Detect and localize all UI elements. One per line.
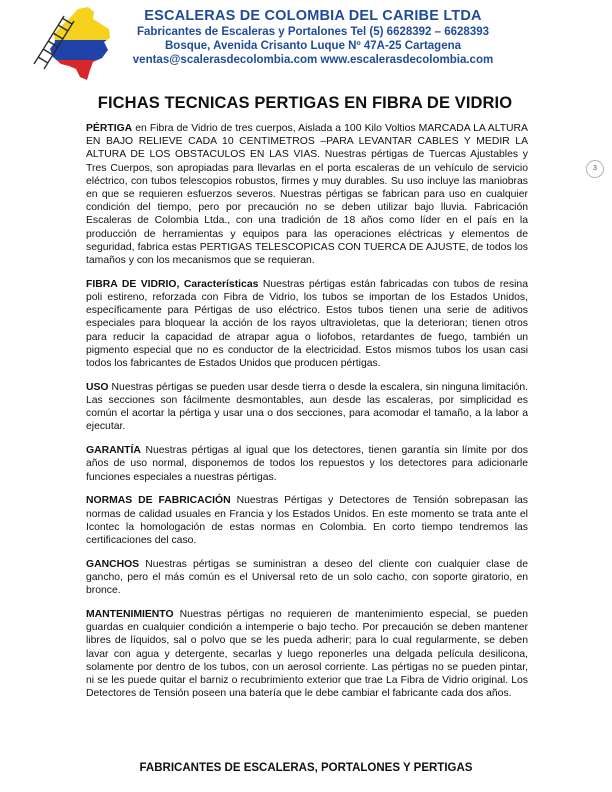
section-text: Nuestras pértigas al igual que los detectores, tienen garantía sin límite por dos años de uso normal, disponemos de todos los repuestos y los detectores para adicionarle funciones especiales a nuestras pértigas. [86,445,528,483]
section-fibra-de-vidrio [86,278,528,370]
section-text: Nuestras pértigas están fabricadas con tubos de resina poli estireno, reforzada con Fibra de Vidrio, los tubos se importan de los Estados Unidos, específicamente para Pértigas de uso eléctrico. Estos tubos tienen una serie de aditivos especiales para bloquear la acción de los rayos ultravioletas, que la deterioran; tienen otros para reducir la capacidad de atrapar agua o liofobos, retardantes de fuego, también un pigmento especial que no es conductor de la electricidad. Estos mismos tubos los usan casi todos los fabricantes de Estados Unidos que producen pértigas. [86,278,528,370]
section-text: en Fibra de Vidrio de tres cuerpos, Aislada a 100 Kilo Voltios MARCADA LA ALTURA EN BAJO RELIEVE CADA 10 CENTIMETROS –PARA LEVANTAR CABLES Y MEDIR LA ALTURA DE LOS OBSTACULOS EN LAS VIAS. Nuestras pértigas de Tuercas Ajustables y Tres Cuerpos, son apropiadas para llevarlas en el porta escaleras de un vehículo de servicio eléctrico, con tubos telescopios robustos, firmes y muy durables. Su uso incluye las maniobras en que se requieren esfuerzos severos. Nuestras pértigas se fabrican para uso en cualquier condición del tiempo, pero por precaución no se deben utilizar bajo lluvia. Fabricación Escaleras de Colombia Ltda., con una tradición de 18 años como líder en el país en la producción de herramientas y equipos para las operaciones eléctricas y elementos de seguridad, fabrica estas PERTIGAS TELESCOPICAS CON TUERCA DE AJUSTE, de todos los tamaños y con los mecanismos que se requieran. [86,123,528,267]
section-heading: GARANTÍA [86,445,141,457]
section-ganchos [86,558,528,598]
section-uso [86,381,528,434]
section-garantia [86,444,528,484]
section-mantenimiento [86,608,528,700]
section-heading: GANCHOS [86,558,140,570]
company-address: Bosque, Avenida Crisanto Luque Nº 47A-25 Cartagena [164,40,462,52]
company-subtitle: Fabricantes de Escaleras y Portalones Tel (5) 6628392 – 6628393 [136,26,490,38]
company-name: ESCALERAS DE COLOMBIA DEL CARIBE LTDA [144,8,482,24]
section-pertiga [86,122,528,267]
section-text: Nuestras pértigas no requieren de mantenimiento especial, se pueden guardas en cualquier condición a intemperie o bajo techo. Por precaución se deben mantener libres de líquidos, sal o polvo que se les pueda adherir; para lo cual regularmente, se deben lavar con agua y detergente, secarlas y luego reponerles una delgada película desilicona, solamente por dentro de los tubos, con un aerosol corriente. Las pértigas no se pueden pintar, ni se les puede quitar el barniz o recubrimiento exterior que trae La Fibra de Vidrio original. Los Detectores de Tensión poseen una batería que le debe cambiar el fabricante cada dos años. [86,609,528,700]
section-heading: PÉRTIGA [86,123,133,134]
section-heading: MANTENIMIENTO [86,609,174,621]
company-logo [30,6,112,82]
section-text: Nuestras pértigas se suministran a deseo del cliente con cualquier clase de gancho, pero el más común es el Universal reto de un solo cacho, con soporte giratorio, en bronce. [86,558,528,597]
letterhead [118,8,508,67]
section-normas [86,494,528,547]
section-heading: NORMAS DE FABRICACIÓN [86,495,231,507]
section-heading: FIBRA DE VIDRIO, Características [86,278,259,290]
section-text: Nuestras Pértigas y Detectores de Tensión sobrepasan las normas de calidad usuales en Francia y los Estados Unidos. En este momento se trata ante el Icontec la homologación de estas normas en Colombia. En corto tiempo tendremos las certificaciones del caso. [86,495,528,547]
page-number-badge[interactable]: 3 [586,160,604,178]
section-text: Nuestras pértigas se pueden usar desde tierra o desde la escalera, sin ninguna limitación. Las secciones son fácilmente desmontables, aun desde las escaleras, por simplicidad es común el acortar la pértiga y usar una o dos secciones, para acomodar el tamaño, a la labor a ejecutar. [86,381,528,433]
page-footer: FABRICANTES DE ESCALERAS, PORTALONES Y PERTIGAS [139,762,473,774]
section-heading: USO [86,381,109,393]
document-body [86,122,528,711]
company-contact: ventas@scalerasdecolombia.com www.escalerasdecolombia.com [132,54,494,66]
document-title: FICHAS TECNICAS PERTIGAS EN FIBRA DE VIDRIO [97,94,513,112]
